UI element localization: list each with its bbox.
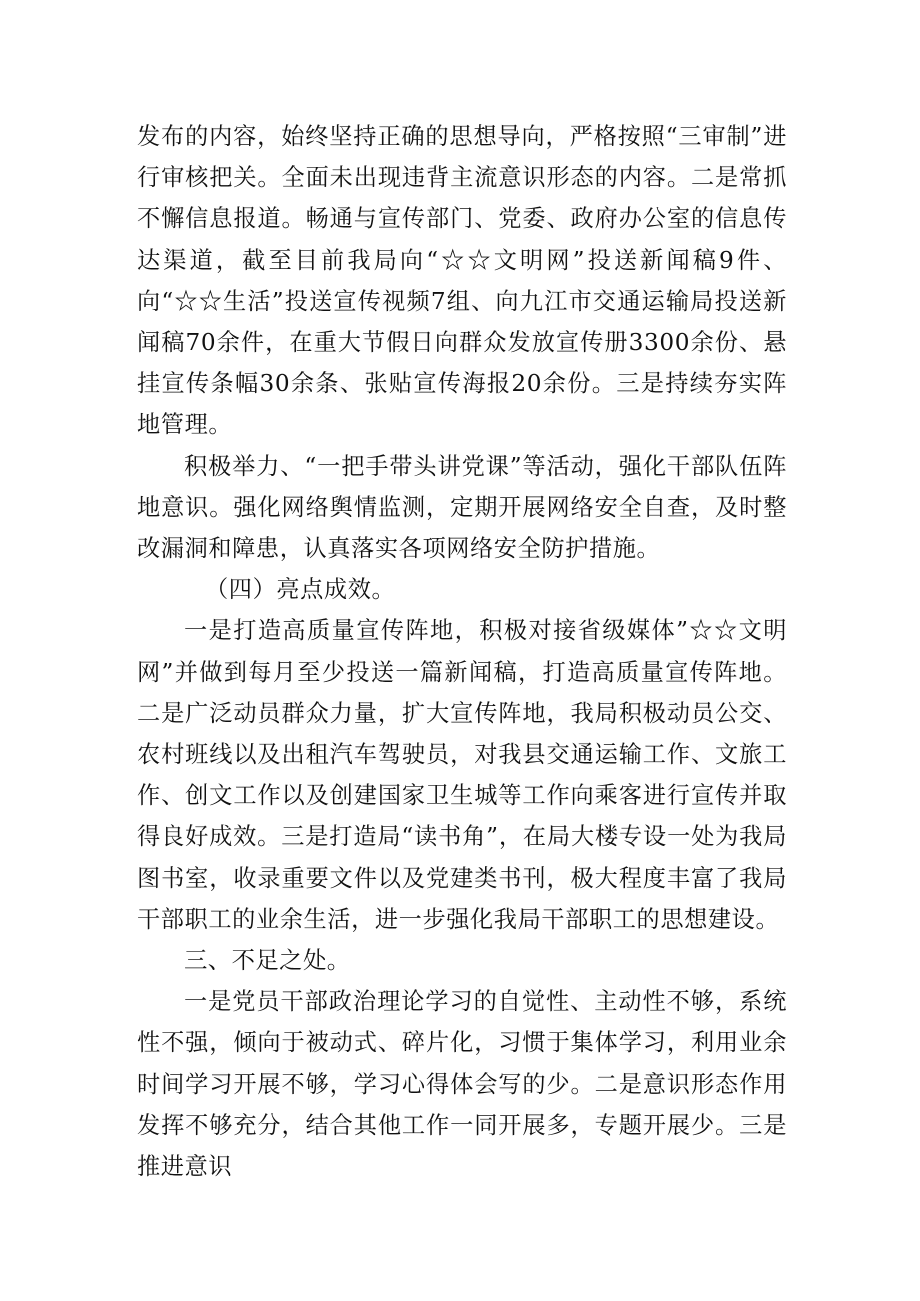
paragraph-shortcomings: 一是党员干部政治理论学习的自觉性、主动性不够，系统性不强，倾向于被动式、碎片化，习惯于集体学习，利用业余时间学习开展不够，学习心得体会写的少。二是意识形态作用发挥不够充分，结合其他工作一同开展多，专题开展少。三是推进意识 bbox=[137, 988, 787, 1181]
subsection-heading: （四）亮点成效。 bbox=[205, 576, 396, 604]
paragraph-continued: 发布的内容，始终坚持正确的思想导向，严格按照“三审制”进行审核把关。全面未出现违背主流意识形态的内容。二是常抓不懈信息报道。畅通与宣传部门、党委、政府办公室的信息传达渠道，截至目前我局向“☆☆文明网”投送新闻稿9件、向“☆☆生活”投送宣传视频7组、向九江市交通运输局投送新闻稿70余件，在重大节假日向群众发放宣传册3300余份、悬挂宣传条幅30余条、张贴宣传海报20余份。三是持续夯实阵地管理。 bbox=[137, 123, 787, 439]
section-heading: 三、不足之处。 bbox=[184, 946, 351, 975]
paragraph-position-awareness: 积极举力、“一把手带头讲党课”等活动，强化干部队伍阵地意识。强化网络舆情监测，定期开展网络安全自查，及时整改漏洞和障患，认真落实各项网络安全防护措施。 bbox=[137, 452, 787, 563]
paragraph-highlights: 一是打造高质量宣传阵地，积极对接省级媒体”☆☆文明网”并做到每月至少投送一篇新闻稿，打造高质量宣传阵地。二是广泛动员群众力量，扩大宣传阵地，我局积极动员公交、农村班线以及出租汽车驾驶员，对我县交通运输工作、文旅工作、创文工作以及创建国家卫生城等工作向乘客进行宣传并取得良好成效。三是打造局“读书角”，在局大楼专设一处为我局图书室，收录重要文件以及党建类书刊，极大程度丰富了我局干部职工的业余生活，进一步强化我局干部职工的思想建设。 bbox=[137, 617, 787, 933]
document-body bbox=[137, 116, 787, 1187]
